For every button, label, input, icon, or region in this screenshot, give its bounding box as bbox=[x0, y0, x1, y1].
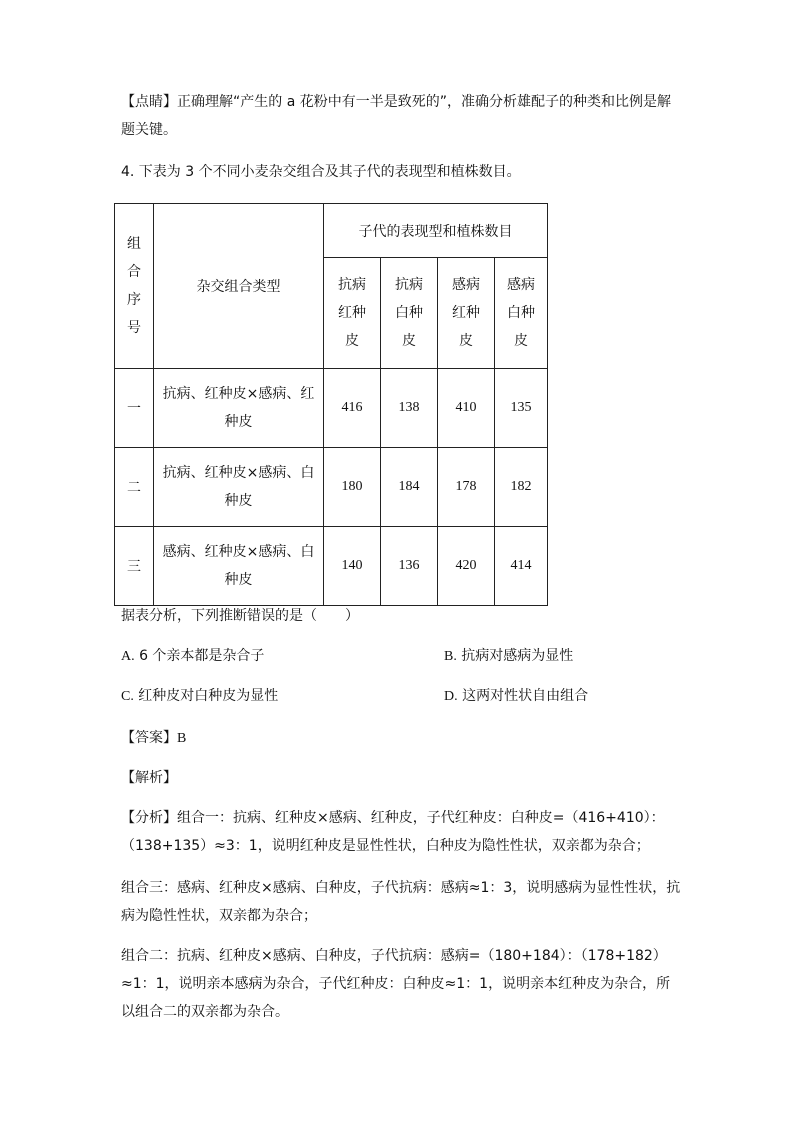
value-cell: 178 bbox=[438, 448, 495, 527]
value-cell: 140 bbox=[324, 527, 381, 606]
group-number-cell: 二 bbox=[115, 448, 154, 527]
value-cell: 410 bbox=[438, 369, 495, 448]
analysis-paragraph-2: 组合三：感病、红种皮×感病、白种皮，子代抗病：感病≈1：3，说明感病为显性性状，抗病为隐性性状，双亲都为杂合； bbox=[121, 880, 681, 924]
question-stem: 4. 下表为 3 个不同小麦杂交组合及其子代的表现型和植株数目。 bbox=[121, 164, 521, 180]
header-offspring-col: 感病白种皮 bbox=[495, 258, 548, 369]
group-number-cell: 一 bbox=[115, 369, 154, 448]
key-point-paragraph bbox=[121, 88, 681, 144]
header-group-number bbox=[115, 204, 154, 369]
cross-type-cell: 感病、红种皮×感病、白种皮 bbox=[154, 527, 324, 606]
analysis-paragraph-3: 组合二：抗病、红种皮×感病、白种皮，子代抗病：感病=（180+184）：（178+182）≈1：1，说明亲本感病为杂合，子代红种皮：白种皮≈1：1，说明亲本红种皮为杂合，所以组合二的双亲都为杂合。 bbox=[121, 948, 671, 1020]
header-group-number-text: 组合序号 bbox=[127, 236, 141, 336]
answer-value: B bbox=[177, 731, 187, 746]
value-cell: 420 bbox=[438, 527, 495, 606]
header-offspring-col: 感病红种皮 bbox=[438, 258, 495, 369]
option-a[interactable]: A. 6 个亲本都是杂合子 bbox=[121, 648, 265, 664]
cross-type-cell: 抗病、红种皮×感病、红种皮 bbox=[154, 369, 324, 448]
group-number-cell: 三 bbox=[115, 527, 154, 606]
value-cell: 138 bbox=[381, 369, 438, 448]
header-offspring-col: 抗病红种皮 bbox=[324, 258, 381, 369]
table-row bbox=[115, 527, 548, 606]
value-cell: 414 bbox=[495, 527, 548, 606]
value-cell: 416 bbox=[324, 369, 381, 448]
cross-results-table bbox=[114, 203, 548, 606]
header-cross-type: 杂交组合类型 bbox=[154, 204, 324, 369]
option-d[interactable]: D. 这两对性状自由组合 bbox=[444, 688, 589, 704]
value-cell: 184 bbox=[381, 448, 438, 527]
answer-label: 【答案】 bbox=[121, 730, 177, 746]
key-point-text: 正确理解“产生的 a 花粉中有一半是致死的”，准确分析雄配子的种类和比例是解题关键。 bbox=[121, 94, 671, 138]
option-b[interactable]: B. 抗病对感病为显性 bbox=[444, 648, 574, 664]
cross-type-cell: 抗病、红种皮×感病、白种皮 bbox=[154, 448, 324, 527]
table-row bbox=[115, 369, 548, 448]
header-offspring: 子代的表现型和植株数目 bbox=[324, 204, 548, 258]
header-offspring-col: 抗病白种皮 bbox=[381, 258, 438, 369]
answer-line bbox=[121, 724, 681, 753]
value-cell: 180 bbox=[324, 448, 381, 527]
table-row bbox=[115, 448, 548, 527]
analysis-heading: 【解析】 bbox=[121, 770, 177, 786]
question-prompt: 据表分析，下列推断错误的是（ ） bbox=[121, 608, 359, 624]
value-cell: 182 bbox=[495, 448, 548, 527]
value-cell: 136 bbox=[381, 527, 438, 606]
analysis-paragraph-1: 【分析】组合一：抗病、红种皮×感病、红种皮，子代红种皮：白种皮=（416+410）：（138+135）≈3：1，说明红种皮是显性性状，白种皮为隐性性状，双亲都为杂合； bbox=[121, 810, 665, 854]
key-point-label: 【点睛】 bbox=[121, 94, 177, 110]
analysis-label: 【分析】 bbox=[121, 810, 177, 826]
value-cell: 135 bbox=[495, 369, 548, 448]
option-c[interactable]: C. 红种皮对白种皮为显性 bbox=[121, 688, 279, 704]
